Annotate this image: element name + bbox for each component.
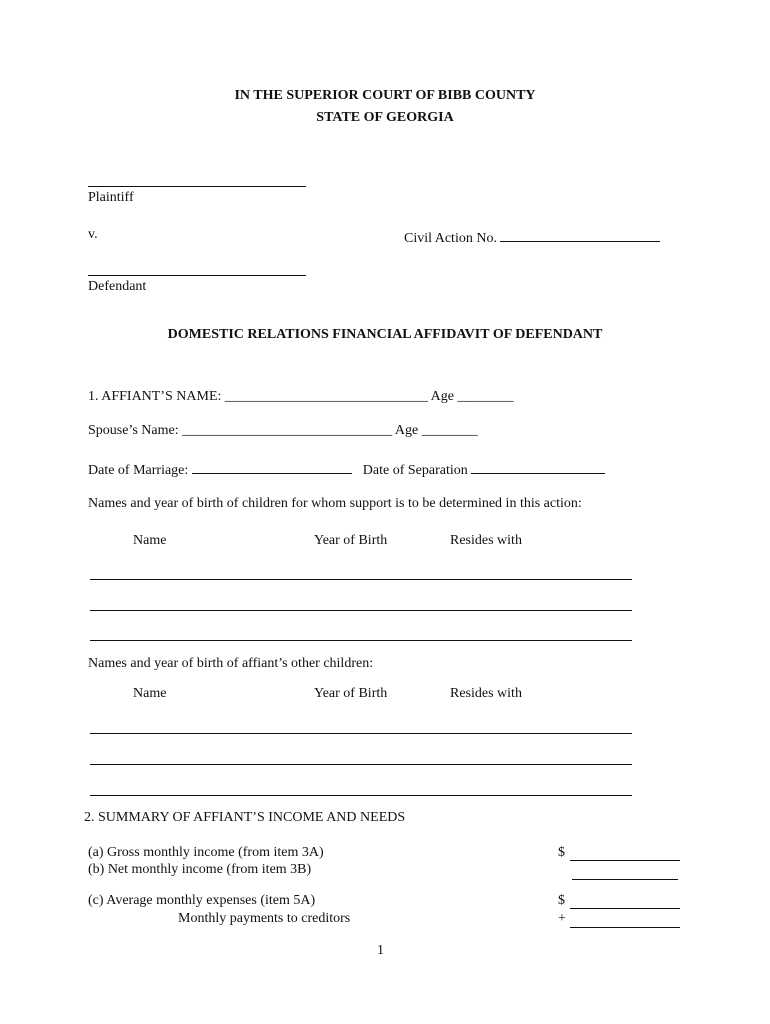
- state-heading: STATE OF GEORGIA: [316, 110, 454, 125]
- gross-income-dollar-sign: $: [558, 845, 565, 860]
- other-children-entry-line[interactable]: [90, 733, 632, 734]
- spouse-name-field[interactable]: ______________________________: [182, 423, 393, 438]
- plaintiff-label: Plaintiff: [88, 190, 134, 205]
- children-entry-line[interactable]: [90, 579, 632, 580]
- children-support-instructions: Names and year of birth of children for whom support is to be determined in this action:: [88, 496, 582, 511]
- expenses-dollar-sign: $: [558, 893, 565, 908]
- date-of-marriage-field[interactable]: [192, 459, 352, 474]
- other-children-name-column-header: Name: [133, 686, 167, 701]
- net-monthly-income-label: (b) Net monthly income (from item 3B): [88, 862, 312, 877]
- dates-row: [88, 459, 605, 479]
- monthly-payments-creditors-field[interactable]: [570, 927, 680, 928]
- other-children-resides-column-header: Resides with: [450, 686, 522, 701]
- average-monthly-expenses-field[interactable]: [570, 908, 680, 909]
- gross-monthly-income-label: (a) Gross monthly income (from item 3A): [88, 845, 324, 860]
- spouse-name-row: [88, 423, 478, 439]
- date-of-separation-label: Date of Separation: [362, 463, 468, 478]
- page-number: 1: [377, 943, 384, 958]
- monthly-payments-creditors-label: Monthly payments to creditors: [178, 911, 351, 926]
- children-name-column-header: Name: [133, 533, 167, 548]
- other-children-year-column-header: Year of Birth: [314, 686, 388, 701]
- civil-action-label: Civil Action No.: [404, 231, 497, 246]
- plaintiff-name-line[interactable]: [88, 186, 306, 187]
- other-children-entry-line[interactable]: [90, 764, 632, 765]
- creditors-plus-sign: +: [558, 911, 566, 926]
- court-heading: IN THE SUPERIOR COURT OF BIBB COUNTY: [234, 88, 536, 103]
- affiant-name-row: [88, 389, 513, 405]
- average-monthly-expenses-label: (c) Average monthly expenses (item 5A): [88, 893, 316, 908]
- gross-monthly-income-field[interactable]: [570, 860, 680, 861]
- other-children-entry-line[interactable]: [90, 795, 632, 796]
- defendant-label: Defendant: [88, 279, 147, 294]
- date-of-marriage-label: Date of Marriage:: [88, 463, 189, 478]
- spouse-age-field[interactable]: ________: [421, 423, 478, 438]
- defendant-name-line[interactable]: [88, 275, 306, 276]
- affiant-name-label: 1. AFFIANT’S NAME:: [88, 389, 222, 404]
- civil-action-row: [404, 227, 660, 247]
- date-of-separation-field[interactable]: [471, 459, 605, 474]
- children-year-column-header: Year of Birth: [314, 533, 388, 548]
- document-title: DOMESTIC RELATIONS FINANCIAL AFFIDAVIT OF DEFENDANT: [167, 327, 603, 342]
- net-monthly-income-field[interactable]: [572, 879, 678, 880]
- spouse-age-label: Age: [394, 423, 419, 438]
- versus-label: v.: [88, 227, 98, 242]
- children-resides-column-header: Resides with: [450, 533, 522, 548]
- children-entry-line[interactable]: [90, 610, 632, 611]
- affiant-age-field[interactable]: ________: [457, 389, 514, 404]
- spouse-name-label: Spouse’s Name:: [88, 423, 179, 438]
- civil-action-number-field[interactable]: [500, 227, 660, 242]
- section-2-heading: 2. SUMMARY OF AFFIANT’S INCOME AND NEEDS: [84, 810, 406, 825]
- other-children-instructions: Names and year of birth of affiant’s other children:: [88, 656, 374, 671]
- children-entry-line[interactable]: [90, 640, 632, 641]
- affiant-age-label: Age: [430, 389, 454, 404]
- affiant-name-field[interactable]: _____________________________: [224, 389, 428, 404]
